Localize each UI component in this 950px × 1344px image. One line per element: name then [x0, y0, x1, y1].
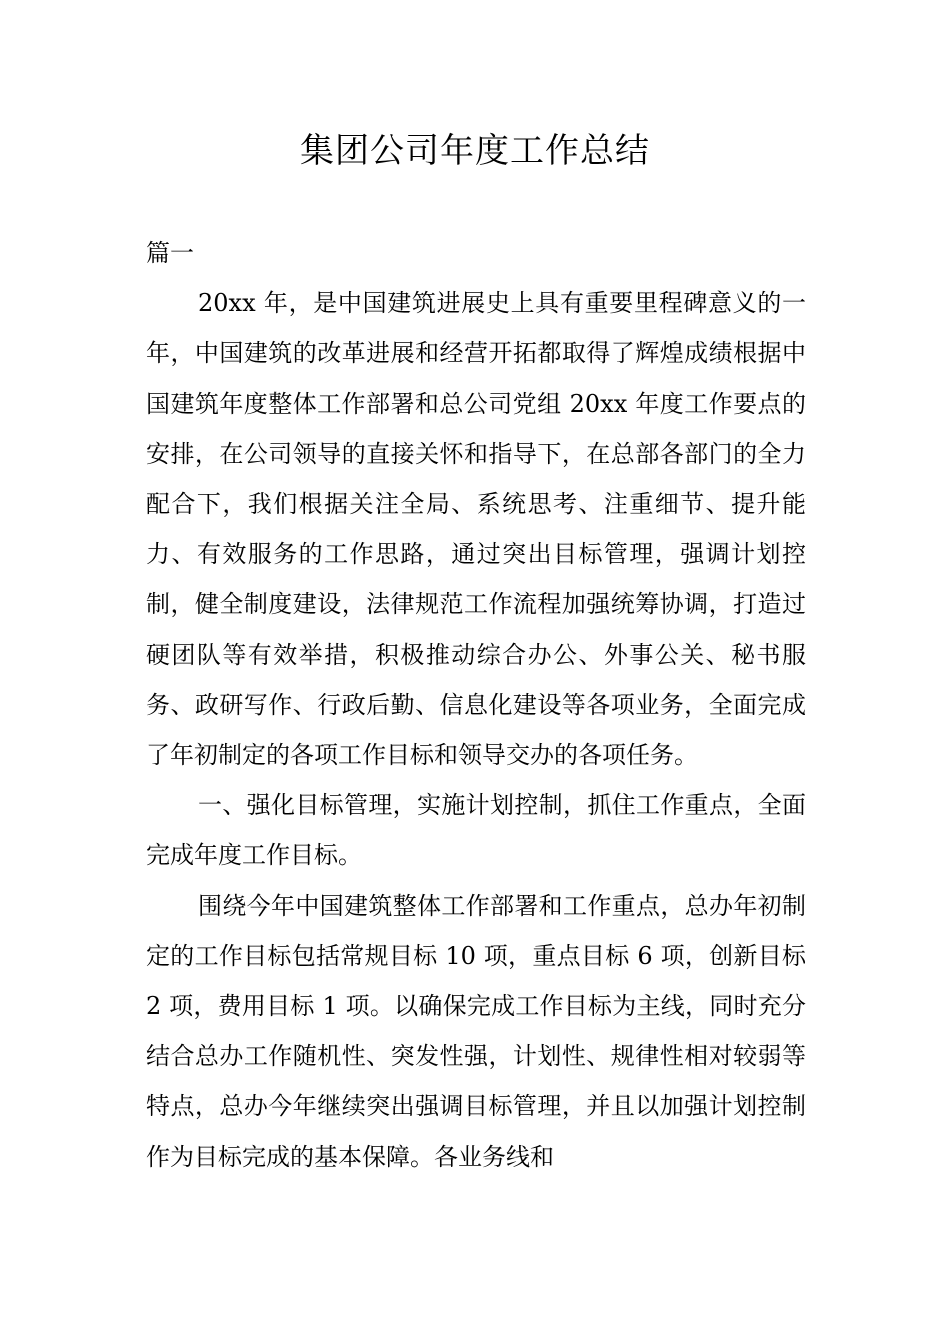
document-title: 集团公司年度工作总结: [300, 131, 650, 171]
paragraph-heading-1: 一、强化目标管理，实施计划控制，抓住工作重点，全面完成年度工作目标。: [146, 791, 806, 870]
paragraph-intro: 20xx 年，是中国建筑进展史上具有重要里程碑意义的一年，中国建筑的改革进展和经营开拓都取得了辉煌成绩根据中国建筑年度整体工作部署和总公司党组 20xx 年度工作要点的安排，在公司领导的直接关怀和指导下，在总部各部门的全力配合下，我们根据关注全局、系统思考、注重细节、提升能力、有效服务的工作思路，通过突出目标管理，强调计划控制，健全制度建设，法律规范工作流程加强统筹协调，打造过硬团队等有效举措，积极推动综合办公、外事公关、秘书服务、政研写作、行政后勤、信息化建设等各项业务，全面完成了年初制定的各项工作目标和领导交办的各项任务。: [146, 289, 806, 770]
document-body: [146, 228, 806, 1182]
paragraph-goals: 围绕今年中国建筑整体工作部署和工作重点，总办年初制定的工作目标包括常规目标 10 项，重点目标 6 项，创新目标 2 项，费用目标 1 项。以确保完成工作目标为主线，同时充分结合总办工作随机性、突发性强，计划性、规律性相对较弱等特点，总办今年继续突出强调目标管理，并且以加强计划控制作为目标完成的基本保障。各业务线和: [146, 891, 806, 1171]
section-label: 篇一: [146, 239, 194, 267]
